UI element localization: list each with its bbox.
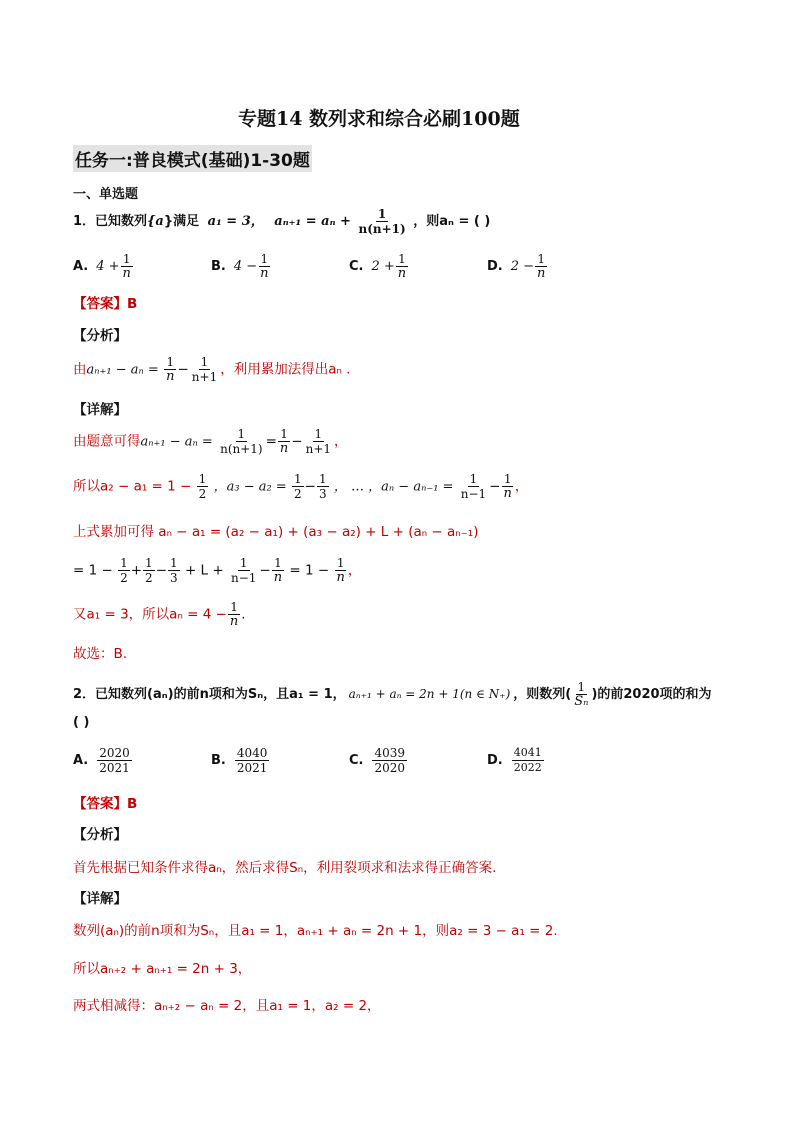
section-heading: 一、单选题	[73, 187, 139, 202]
q1-option-a: A. 4 + $\frac{1}{n}$	[73, 252, 131, 281]
page-title: 专题14 数列求和综合必刷100题	[238, 108, 520, 130]
q2-detail-line1: 数列(aₙ)的前n项和为Sₙ，且a₁ = 1，aₙ₊₁ + aₙ = 2n + 1，则a₂ = 3 − a₁ = 2.	[73, 923, 558, 939]
q2-detail-line3: 两式相减得：aₙ₊₂ − aₙ = 2，且a₁ = 1，a₂ = 2，	[73, 998, 381, 1014]
q1-option-c: C. 2 + $\frac{1}{n}$	[349, 252, 407, 281]
q1-choose: 故选：B.	[73, 646, 128, 662]
q2-option-d: D. $\frac{4041}{2022}$	[487, 746, 542, 774]
q1-detail-line2: 所以a₂ − a₁ = 1 − $\frac{1}{2}$ ，a₃ − a₂ = $\frac{1}{2}$ − $\frac{1}{3}$ ， … ，aₙ − aₙ₋₁ = $\frac{1}{n-1}$ − $\frac{1}{n}$ ，	[73, 472, 529, 501]
q2-option-b: B. $\frac{4040}{2021}$	[211, 746, 268, 775]
q2-option-c: C. $\frac{4039}{2020}$	[349, 746, 406, 775]
q2-detail-line2: 所以aₙ₊₂ + aₙ₊₁ = 2n + 3，	[73, 961, 252, 977]
q1-detail-line3: 上式累加可得 aₙ − a₁ = (a₂ − a₁) + (a₃ − a₂) + L + (aₙ − aₙ₋₁)	[73, 524, 479, 540]
q2-detail-tag: 【详解】	[73, 891, 127, 907]
q1-option-d: D. 2 − $\frac{1}{n}$	[487, 252, 546, 281]
q1-detail-tag: 【详解】	[73, 402, 127, 418]
q2-paren: ( )	[73, 715, 90, 730]
q2-answer: 【答案】B	[73, 796, 138, 812]
q1-stem: 1．已知数列{a}满足 a₁ = 3， aₙ₊₁ = aₙ + $\frac{1}{n(n+1)}$ ，则aₙ = ( )	[73, 207, 491, 236]
q1-option-b: B. 4 − $\frac{1}{n}$	[211, 252, 269, 281]
q2-analysis: 首先根据已知条件求得aₙ，然后求得Sₙ，利用裂项求和法求得正确答案.	[73, 860, 497, 876]
q1-detail-line4: = 1 − $\frac{1}{2}$ + $\frac{1}{2}$ − $\frac{1}{3}$ + L + $\frac{1}{n-1}$ − $\frac{1}{n}$ = 1 − $\frac{1}{n}$ ，	[73, 556, 362, 585]
task-header: 任务一:普良模式(基础)1-30题	[73, 145, 312, 172]
q1-detail-line1: 由题意可得aₙ₊₁ − aₙ = $\frac{1}{n(n+1)}$ = $\frac{1}{n}$ − $\frac{1}{n+1}$ ，	[73, 427, 348, 456]
q1-analysis-tag: 【分析】	[73, 328, 127, 344]
q2-option-a: A. $\frac{2020}{2021}$	[73, 746, 130, 775]
q2-stem: 2．已知数列(aₙ)的前n项和为Sₙ，且a₁ = 1， aₙ₊₁ + aₙ = 2n + 1(n ∈ N₊) ，则数列( $\frac{1}{\text{Sₙ}}$ )的前2020项的和为	[73, 680, 712, 709]
q2-analysis-tag: 【分析】	[73, 827, 127, 843]
q1-answer: 【答案】B	[73, 296, 138, 312]
q1-analysis: 由aₙ₊₁ − aₙ = $\frac{1}{n}$ − $\frac{1}{n+1}$ ，利用累加法得出aₙ .	[73, 355, 351, 384]
q1-detail-line5: 又a₁ = 3，所以aₙ = 4 − $\frac{1}{n}$ .	[73, 600, 246, 629]
